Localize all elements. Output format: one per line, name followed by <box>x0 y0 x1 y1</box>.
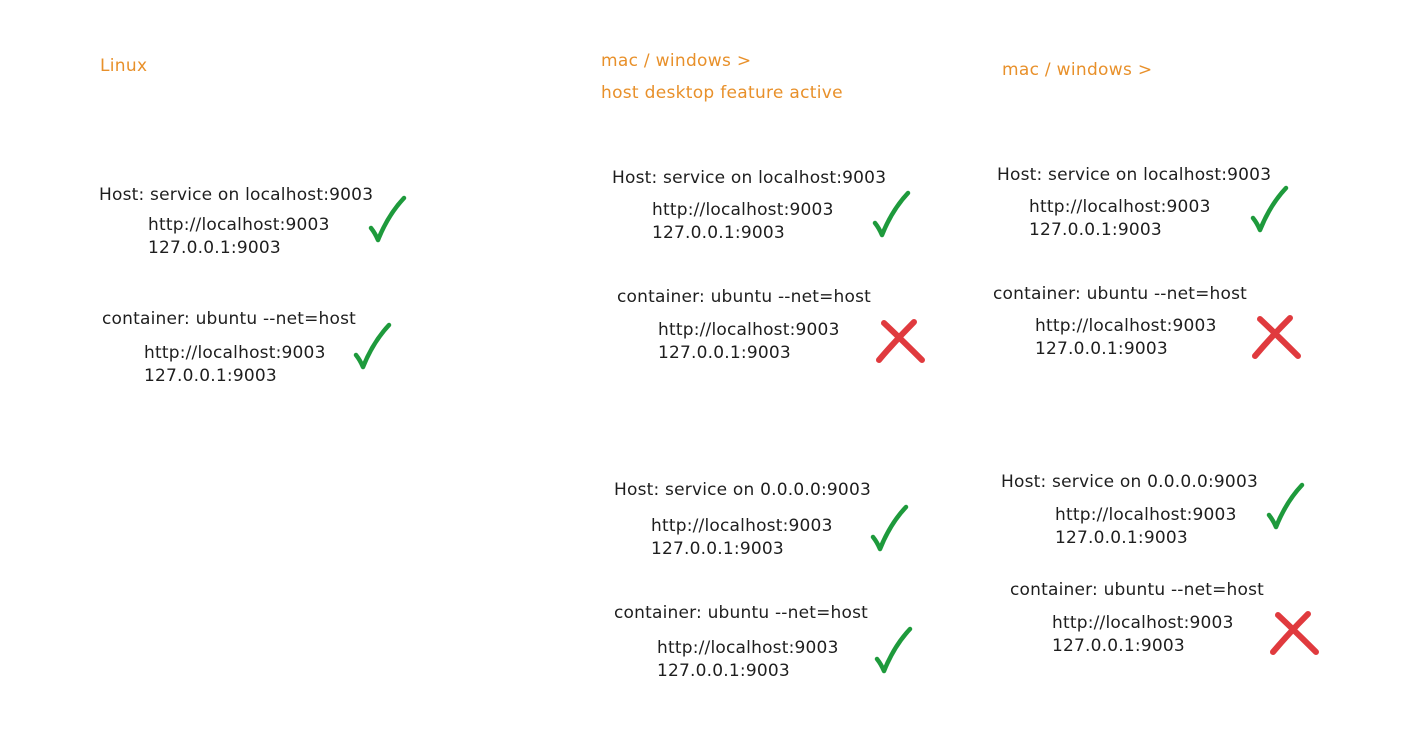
block-ip: 127.0.0.1:9003 <box>1035 339 1168 359</box>
block-heading: Host: service on localhost:9003 <box>612 168 887 188</box>
block-url: http://localhost:9003 <box>652 200 834 220</box>
block-url: http://localhost:9003 <box>651 516 833 536</box>
block-url: http://localhost:9003 <box>1052 613 1234 633</box>
block-ip: 127.0.0.1:9003 <box>652 223 785 243</box>
checkmark-icon <box>870 504 910 554</box>
block-url: http://localhost:9003 <box>657 638 839 658</box>
block-url: http://localhost:9003 <box>148 215 330 235</box>
checkmark-icon <box>872 190 912 240</box>
block-heading: container: ubuntu --net=host <box>102 309 357 329</box>
block-heading: container: ubuntu --net=host <box>993 284 1248 304</box>
checkmark-icon <box>353 322 393 372</box>
column-title-mac-feature: mac / windows > <box>601 51 752 71</box>
block-ip: 127.0.0.1:9003 <box>144 366 277 386</box>
block-ip: 127.0.0.1:9003 <box>657 661 790 681</box>
checkmark-icon <box>368 195 408 245</box>
block-url: http://localhost:9003 <box>1029 197 1211 217</box>
column-title-mac-default: mac / windows > <box>1002 60 1153 80</box>
checkmark-icon <box>1266 482 1306 532</box>
cross-icon <box>874 318 928 366</box>
checkmark-icon <box>874 626 914 676</box>
checkmark-icon <box>1250 185 1290 235</box>
block-ip: 127.0.0.1:9003 <box>651 539 784 559</box>
cross-icon <box>1268 610 1322 658</box>
block-heading: container: ubuntu --net=host <box>614 603 869 623</box>
block-heading: container: ubuntu --net=host <box>617 287 872 307</box>
block-ip: 127.0.0.1:9003 <box>1029 220 1162 240</box>
block-heading: container: ubuntu --net=host <box>1010 580 1265 600</box>
block-url: http://localhost:9003 <box>1055 505 1237 525</box>
block-heading: Host: service on 0.0.0.0:9003 <box>614 480 871 500</box>
block-ip: 127.0.0.1:9003 <box>1052 636 1185 656</box>
block-heading: Host: service on localhost:9003 <box>997 165 1272 185</box>
block-ip: 127.0.0.1:9003 <box>658 343 791 363</box>
block-heading: Host: service on localhost:9003 <box>99 185 374 205</box>
block-url: http://localhost:9003 <box>144 343 326 363</box>
block-url: http://localhost:9003 <box>1035 316 1217 336</box>
column-subtitle-mac-feature: host desktop feature active <box>601 83 843 103</box>
column-title-linux: Linux <box>100 56 148 76</box>
block-ip: 127.0.0.1:9003 <box>1055 528 1188 548</box>
cross-icon <box>1250 314 1304 362</box>
block-url: http://localhost:9003 <box>658 320 840 340</box>
block-heading: Host: service on 0.0.0.0:9003 <box>1001 472 1258 492</box>
block-ip: 127.0.0.1:9003 <box>148 238 281 258</box>
